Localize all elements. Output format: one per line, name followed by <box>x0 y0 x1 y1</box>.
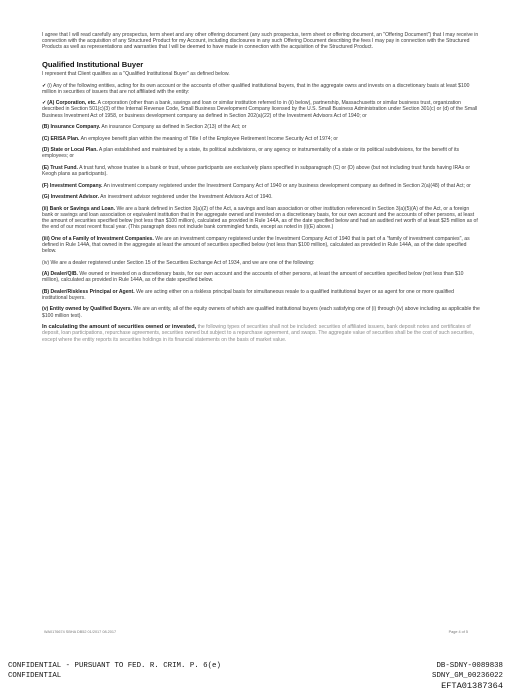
calculation-lead: In calculating the amount of securities owned or invested, <box>42 324 197 331</box>
document-body <box>42 32 480 347</box>
checkmark-icon: ✓ <box>42 82 47 89</box>
list-item-lead: (C) ERISA Plan. <box>42 135 80 142</box>
list-item-text: A plan established and maintained by a state, its political subdivisions, or any agency or instrumentality of a state or its political subdivisions, for the benefit of its employees; or <box>42 147 460 160</box>
section-subhead: I represent that Client qualifies as a "Qualified Institutional Buyer" as defined below. <box>42 70 230 77</box>
confidentiality-legend <box>8 661 221 681</box>
list-item-text: An employee benefit plan within the meaning of Title I of the Employee Retirement Income Security Act of 1974; or <box>79 135 338 142</box>
list-item-lead: (A) Corporation, etc. <box>47 100 97 107</box>
paragraph-lead: (iv) <box>42 259 50 266</box>
page-number: Page 4 of 5 <box>448 630 468 634</box>
list-item-lead: (G) Investment Advisor. <box>42 194 99 201</box>
form-id: WA0176674 SBHA DB52 01/2017 08.2017 <box>44 630 117 634</box>
paragraph-lead: (v) Entity owned by Qualified Buyers. <box>42 306 133 313</box>
legend-line: CONFIDENTIAL - PURSUANT TO FED. R. CRIM. P. 6(e) <box>8 662 221 670</box>
dealer-item-lead: (B) Dealer/Riskless Principal or Agent. <box>42 288 135 295</box>
list-item-text: An investment advisor registered under the Investment Advisors Act of 1940. <box>99 194 273 201</box>
dealer-item-text: We owned or invested on a discretionary basis, for our own account and the accounts of other persons, at least the amount of securities specified below (not less than $10 million), calculated as provided in Rule 144A, as of the date specified below. <box>42 271 464 284</box>
legend-line: CONFIDENTIAL <box>8 672 62 680</box>
bates-number: DB-SDNY-0089838 <box>436 662 503 670</box>
paragraph-v <box>42 306 480 318</box>
paragraph-iv <box>42 260 480 266</box>
dealer-item <box>42 271 480 283</box>
list-item-lead: (D) State or Local Plan. <box>42 147 98 154</box>
list-item-lead: (F) Investment Company. <box>42 182 103 189</box>
dealer-item <box>42 289 480 301</box>
list-item <box>42 147 480 159</box>
list-item <box>42 124 480 130</box>
list-item <box>42 136 480 142</box>
checkmark-icon: ✓ <box>42 100 47 107</box>
list-item-text: An investment company registered under the Investment Company Act of 1940 or any business development company as defined in Section 2(a)(48) of that Act; or <box>102 182 471 189</box>
item-i-label: (i) <box>47 82 52 89</box>
list-item <box>42 183 480 189</box>
item-i <box>42 83 480 95</box>
item-i-text: Any of the following entities, acting for its own account or the accounts of other qualified institutional buyers, that in the aggregate owns and invests on a discretionary basis at least $100 million in securities of issuers that are not affiliated with the entity: <box>42 82 470 96</box>
list-item-lead: (E) Trust Fund. <box>42 164 78 171</box>
dealer-item-text: We are acting either on a riskless principal basis for simultaneous resale to a qualified institutional buyer or as agent for one or more qualified institutional buyers. <box>42 288 454 301</box>
list-item <box>42 194 480 200</box>
paragraph-lead: (iii) One of a Family of Investment Companies. <box>42 235 154 242</box>
paragraph-text: We are a dealer registered under Section 15 of the Securities Exchange Act of 1934, and we are one of the following: <box>49 259 315 266</box>
paragraph-lead: (ii) Bank or Savings and Loan. <box>42 205 116 212</box>
calculation-paragraph <box>42 324 480 343</box>
list-item <box>42 100 480 119</box>
list-item-lead: (B) Insurance Company. <box>42 124 101 131</box>
section-heading: Qualified Institutional Buyer <box>42 59 144 69</box>
paragraph-text: We are an investment company registered under the Investment Company Act of 1940 that is part of a "family of investment companies", as defined in Rule 144A, that owned in the aggregate at least the amount of securities specified below (not less than $100 million), calculated as provided in Rule 144A, as of the date specified below. <box>42 235 470 255</box>
paragraph-iii <box>42 236 480 255</box>
efta-number: EFTA01387364 <box>441 681 503 691</box>
dealer-item-lead: (A) Dealer/QIB. <box>42 271 78 278</box>
list-item-text: A trust fund, whose trustee is a bank or trust, whose participants are exclusively plans specified in subparagraph (C) or (D) above (but not including trust funds having IRAs or Keogh plans as participants). <box>42 164 471 178</box>
list-item-text: A corporation (other than a bank, savings and loan or similar institution referred to in (ii) below), partnership, Massachusetts or similar business trust, organization described in Section 501(c)(3) of the Internal Revenue Code, Small Business Development Company licensed by the U.S. Small Business Administration under Section 301(c) or (d) of the Small Business Investment Act of 1958, or business development company as defined in Section 202(a)(22) of the Investment Advisors Act of 1940; or <box>42 100 478 119</box>
bates-number: SDNY_GM_00236022 <box>432 672 503 680</box>
bates-stamp <box>432 661 503 692</box>
intro-paragraph: I agree that I will read carefully any prospectus, term sheet and any other offering document (any such prospectus, term sheet or offering document, an "Offering Document") that I may receive in connection with the acquisition of any Structured Product for my Account, including disclosures in any such Offering Document describing the fees I may pay in connection with the Structured Products as well as representations and warranties that I will be deemed to have made in connection with the acquisition of the Structured Product. <box>42 32 479 51</box>
paragraph-text: We are an entity, all of the equity owners of which are qualified institutional buyers (each satisfying one of (i) through (iv) above including as applicable the $100 million test). <box>42 306 480 319</box>
list-item-text: An insurance Company as defined in Section 2(13) of the Act; or <box>100 124 247 131</box>
list-item <box>42 165 480 177</box>
paragraph-ii <box>42 206 480 231</box>
paragraph-text: We are a bank defined in Section 3(a)(2) of the Act, a savings and loan association or other institution referenced in Section 3(a)(5)(A) of the Act, or a foreign bank or savings and loan association or equivalent institution that in the aggregate owned and invested on a discretionary basis, for our own account and the accounts of other persons, at least the amount of securities specified below (not less than $100 million), calculated as provided in Rule 144A, as of the date specified below and had an audited net worth of at least $25 million as of the end of our most recent fiscal year. (This paragraph does not include bank commingled funds, except as noted in (i)(E) above.) <box>42 205 478 231</box>
calculation-text: the following types of securities shall not be included: securities of affiliated issuers, bank deposit notes and certificates of deposit, loan participations, repurchase agreements, securities owned but subject to a repurchase agreement, and swaps. The aggregate value of securities shall be the cost of such securities, except where the entity reports its securities holdings in its financial statements on the basis of market value. <box>42 324 474 343</box>
